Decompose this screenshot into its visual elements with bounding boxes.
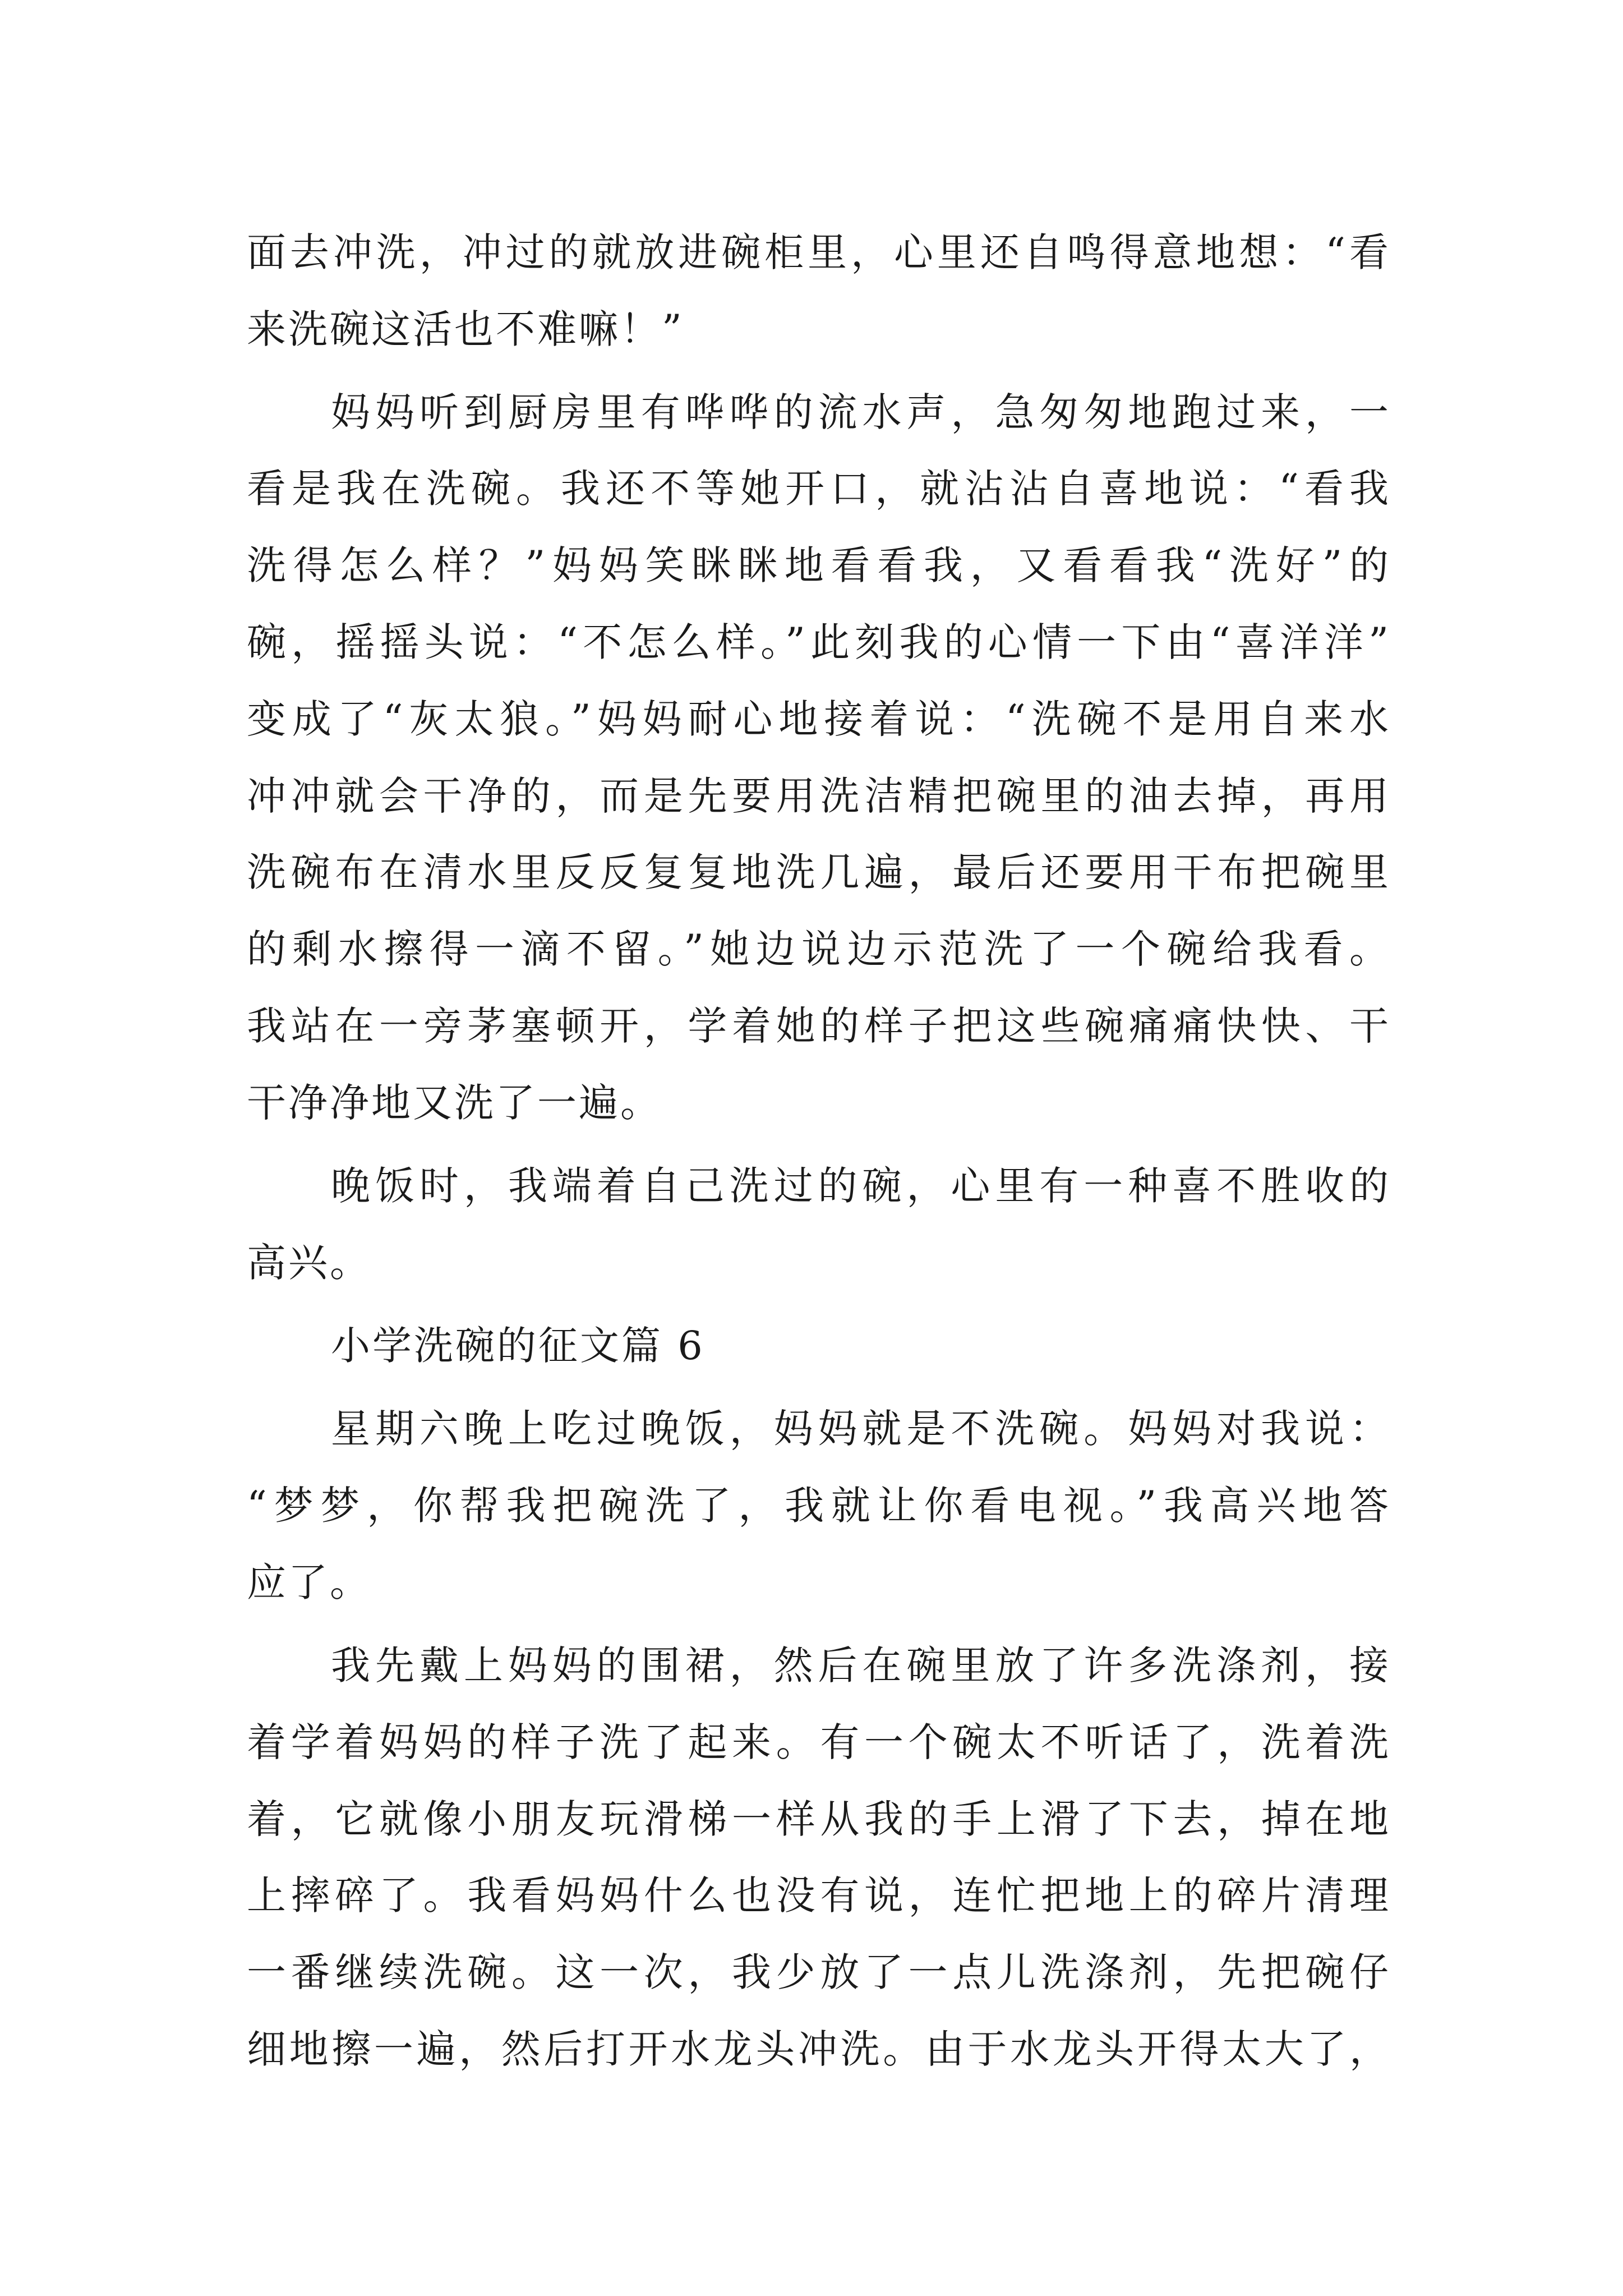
text-line: 我站在一旁茅塞顿开，学着她的样子把这些碗痛痛快快、干 xyxy=(247,1003,1391,1049)
text-line: 我先戴上妈妈的围裙，然后在碗里放了许多洗涤剂，接 xyxy=(331,1642,1391,1688)
text-line: 妈妈听到厨房里有哗哗的流水声，急匆匆地跑过来，一 xyxy=(331,389,1391,435)
text-line: 面去冲洗，冲过的就放进碗柜里，心里还自鸣得意地想：“看 xyxy=(247,229,1391,275)
text-line: “梦梦，你帮我把碗洗了，我就让你看电视。”我高兴地答 xyxy=(247,1483,1391,1529)
text-line: 晚饭时，我端着自己洗过的碗，心里有一种喜不胜收的 xyxy=(331,1163,1391,1209)
text-line: 星期六晚上吃过晚饭，妈妈就是不洗碗。妈妈对我说： xyxy=(331,1406,1391,1452)
text-line: 应了。 xyxy=(247,1559,371,1605)
section-heading: 小学洗碗的征文篇 6 xyxy=(331,1323,705,1369)
text-line: 洗得怎么样？”妈妈笑眯眯地看看我，又看看我“洗好”的 xyxy=(247,542,1391,588)
text-line: 变成了“灰太狼。”妈妈耐心地接着说：“洗碗不是用自来水 xyxy=(247,696,1391,742)
text-line: 来洗碗这活也不难嘛！” xyxy=(247,306,684,352)
text-line: 冲冲就会干净的，而是先要用洗洁精把碗里的油去掉，再用 xyxy=(247,773,1391,819)
text-line: 着学着妈妈的样子洗了起来。有一个碗太不听话了，洗着洗 xyxy=(247,1719,1391,1765)
text-line: 一番继续洗碗。这一次，我少放了一点儿洗涤剂，先把碗仔 xyxy=(247,1949,1391,1995)
text-line: 上摔碎了。我看妈妈什么也没有说，连忙把地上的碎片清理 xyxy=(247,1872,1391,1918)
text-line: 干净净地又洗了一遍。 xyxy=(247,1080,662,1126)
text-line: 看是我在洗碗。我还不等她开口，就沾沾自喜地说：“看我 xyxy=(247,466,1391,512)
text-line: 洗碗布在清水里反反复复地洗几遍，最后还要用干布把碗里 xyxy=(247,849,1391,895)
text-line: 的剩水擦得一滴不留。”她边说边示范洗了一个碗给我看。 xyxy=(247,926,1391,972)
text-line: 高兴。 xyxy=(247,1240,371,1286)
text-line: 细地擦一遍，然后打开水龙头冲洗。由于水龙头开得太大了， xyxy=(247,2026,1391,2072)
text-line: 着，它就像小朋友玩滑梯一样从我的手上滑了下去，掉在地 xyxy=(247,1796,1391,1842)
text-line: 碗，摇摇头说：“不怎么样。”此刻我的心情一下由“喜洋洋” xyxy=(247,619,1391,665)
